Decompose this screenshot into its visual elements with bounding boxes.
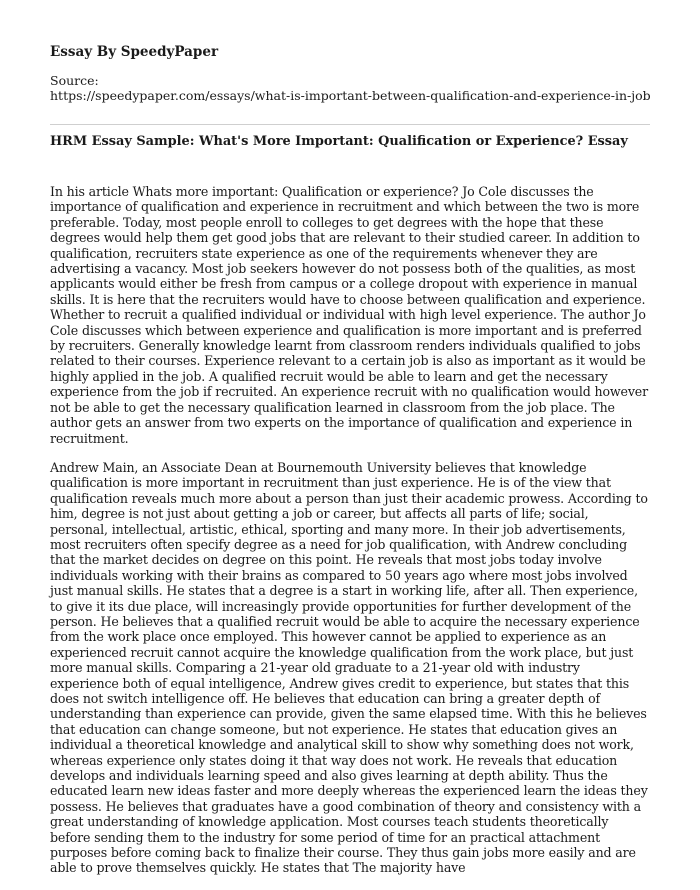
paragraph-1: In his article Whats more important: Qualification or experience? Jo Cole discusses the importance of qualification and experience in recruitment and which between the two is more preferable. Today, most people enroll to colleges to get degrees with the hope that these degrees would help them get good jobs that are relevant to their studied career. In addition to qualification, recruiters state experience as one of the requirements whenever they are advertising a vacancy. Most job seekers however do not possess both of the qualities, as most applicants would either be fresh from campus or a college dropout with experience in manual skills. It is here that the recruiters would have to choose between qualification and experience. Whether to recruit a qualified individual or individual with high level experience. The author Jo Cole discusses which between experience and qualification is more important and is preferred by recruiters. Generally knowledge learnt from classroom renders individuals qualified to jobs related to their courses. Experience relevant to a certain job is also as important as it would be highly applied in the job. A qualified recruit would be able to learn and get the necessary experience from the job if recruited. An experience recruit with no qualification would however not be able to get the necessary qualification learned in classroom from the job place. The author gets an answer from two experts on the importance of qualification and experience in recruitment. xyxy=(50,184,648,446)
divider xyxy=(50,124,650,125)
essay-body xyxy=(50,184,650,890)
source-label: Source: xyxy=(50,73,99,88)
source-url-link[interactable]: https://speedypaper.com/essays/what-is-important-between-qualification-and-experience-in-job xyxy=(50,88,651,103)
essay-author-heading: Essay By SpeedyPaper xyxy=(50,44,219,60)
paragraph-2: Andrew Main, an Associate Dean at Bournemouth University believes that knowledge qualification is more important in recruitment than just experience. He is of the view that qualification reveals much more about a person than just their academic prowess. According to him, degree is not just about getting a job or career, but affects all parts of life; social, personal, intellectual, artistic, ethical, sporting and many more. In their job advertisements, most recruiters often specify degree as a need for job qualification, with Andrew concluding that the market decides on degree on this point. He reveals that most jobs today involve individuals working with their brains as compared to 50 years ago where most jobs involved just manual skills. He states that a degree is a start in working life, after all. Then experience, to give it its due place, will increasingly provide opportunities for further development of the person. He believes that a qualified recruit would be able to acquire the necessary experience from the work place once employed. This however cannot be applied to experience as an experienced recruit cannot acquire the knowledge qualification from the work place, but just more manual skills. Comparing a 21-year old graduate to a 21-year old with industry experience both of equal intelligence, Andrew gives credit to experience, but states that this does not switch intelligence off. He believes that education can bring a greater depth of understanding than experience can provide, given the same elapsed time. With this he believes that education can change someone, but not experience. He states that education gives an individual a theoretical knowledge and analytical skill to show why something does not work, whereas experience only states doing it that way does not work. He reveals that education develops and individuals learning speed and also gives learning at depth ability. Thus the educated learn new ideas faster and more deeply whereas the experienced learn the ideas they possess. He believes that graduates have a good combination of theory and consistency with a great understanding of knowledge application. Most courses teach students theoretically before sending them to the industry for some period of time for an practical attachment purposes before coming back to finalize their course. They thus gain jobs more easily and are able to prove themselves quickly. He states that The majority have xyxy=(50,459,648,876)
essay-title: HRM Essay Sample: What's More Important: Qualification or Experience? Essay xyxy=(50,134,628,149)
